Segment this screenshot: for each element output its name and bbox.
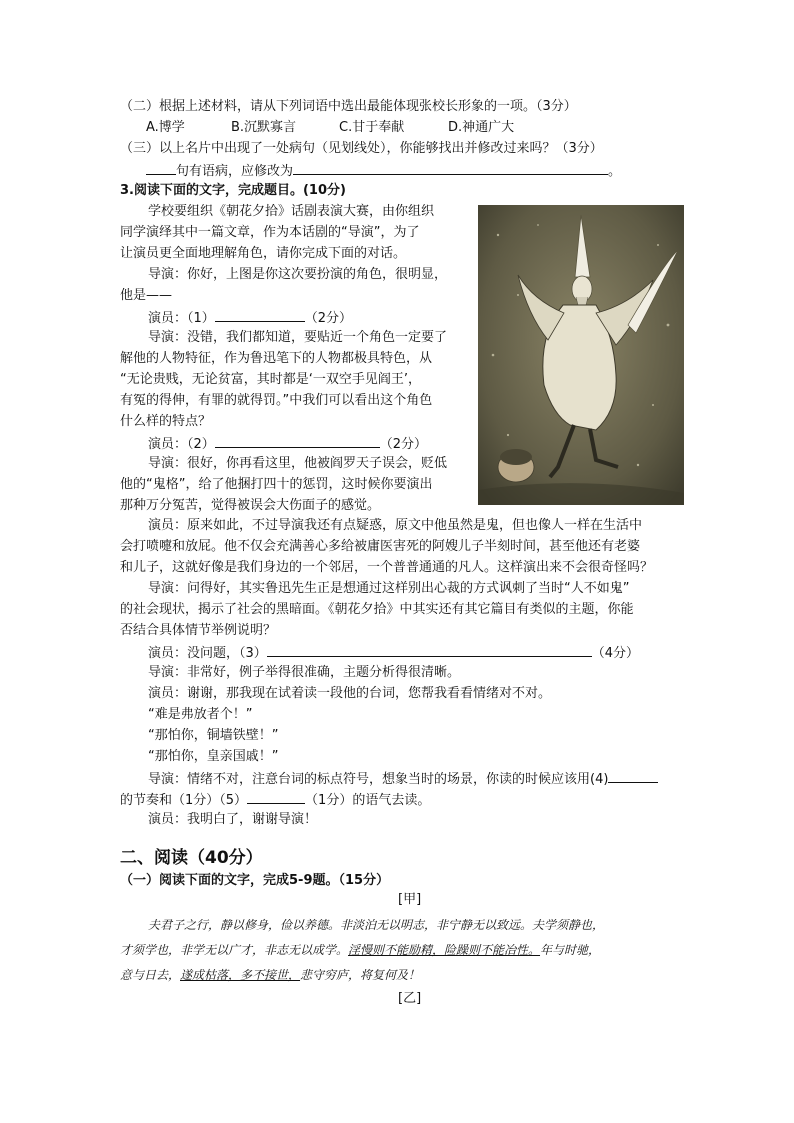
classical-passage-line: 才须学也，非学无以广才，非志无以成学。淫慢则不能励精，险躁则不能冶性。年与时驰， — [120, 943, 601, 957]
actor-line: 演员：谢谢，那我现在试着读一段他的台词，您帮我看看情绪对不对。 — [148, 686, 552, 701]
quote-line: “难是弗放者个！” — [148, 707, 253, 722]
director-line: 的社会现状，揭示了社会的黑暗面。《朝花夕拾》中其实还有其它篇目有类似的主题，你能 — [120, 602, 634, 617]
director-line: 导演：问得好，其实鲁迅先生正是想通过这样别出心裁的方式讽刺了当时“人不如鬼” — [148, 581, 630, 596]
character-illustration — [478, 205, 684, 505]
director-line: 导演：情绪不对，注意台词的标点符号，想象当时的场景，你读的时候应该用(4) — [148, 769, 658, 789]
passage-marker: [甲] — [398, 892, 422, 907]
answer-blank[interactable] — [608, 769, 658, 783]
director-line: 解他的人物特征，作为鲁迅笔下的人物都极具特色，从 — [120, 351, 433, 366]
q3-answer-line: 句有语病，应修改为 。 — [146, 161, 621, 181]
actor-answer-1: 演员：（1） （2分） — [148, 308, 352, 328]
actor-line: 演员：原来如此，不过导演我还有点疑惑，原文中他虽然是鬼，但也像人一样在生活中 — [148, 518, 643, 533]
underlined-phrase: 遂成枯落，多不接世， — [180, 968, 301, 982]
director-line: 导演：很好，你再看这里，他被阎罗天子误会，贬低 — [148, 456, 448, 471]
section-title: 二、阅读（40分） — [120, 848, 263, 868]
answer-blank[interactable] — [247, 790, 305, 804]
quote-line: “那怕你，铜墙铁壁！” — [148, 728, 279, 743]
actor-line: 和儿子，这就好像是我们身边的一个邻居，一个普普通通的凡人。这样演出来不会很奇怪吗？ — [120, 560, 654, 575]
task3-intro: 让演员更全面地理解角色，请你完成下面的对话。 — [120, 246, 407, 261]
classical-passage-line: 意与日去，遂成枯落，多不接世，悲守穷庐，将复何及！ — [120, 968, 421, 982]
director-line: 什么样的特点？ — [120, 414, 212, 429]
director-line: 导演：没错，我们都知道，要贴近一个角色一定要了 — [148, 330, 448, 345]
quote-line: “那怕你，皇亲国戚！” — [148, 749, 279, 764]
director-line: 他的“鬼格”，给了他捆打四十的惩罚，这时候你要演出 — [120, 477, 433, 492]
underlined-phrase: 淫慢则不能励精，险躁则不能冶性。 — [348, 943, 541, 957]
answer-blank[interactable] — [293, 161, 608, 175]
director-line: 否结合具体情节举例说明？ — [120, 623, 277, 638]
task3-heading: 3.阅读下面的文字，完成题目。(10分) — [120, 183, 346, 198]
actor-line: 会打喷嚏和放屁。他不仅会充满善心多给被庸医害死的阿嫂儿子半刻时间，甚至他还有老婆 — [120, 539, 641, 554]
answer-blank[interactable] — [146, 161, 176, 175]
answer-blank[interactable] — [215, 434, 380, 448]
director-line: 导演：你好，上图是你这次要扮演的角色，很明显， — [148, 267, 448, 282]
answer-blank[interactable] — [215, 308, 305, 322]
passage-marker: [乙] — [398, 991, 422, 1006]
option-d: D.神通广大 — [448, 120, 515, 135]
option-a: A.博学 — [146, 120, 185, 135]
director-line: 有冤的得伸，有罪的就得罚。”中我们可以看出这个角色 — [120, 393, 433, 408]
director-line: 的节奏和（1分）（5） （1分）的语气去读。 — [120, 790, 430, 810]
task3-intro: 学校要组织《朝花夕拾》话剧表演大赛，由你组织 — [148, 204, 435, 219]
actor-answer-2: 演员：（2） （2分） — [148, 434, 427, 454]
actor-line: 演员：我明白了，谢谢导演！ — [148, 812, 318, 827]
director-line: 那种万分冤苦，觉得被误会大伤面子的感觉。 — [120, 498, 381, 513]
director-line: 他是—— — [120, 288, 173, 303]
task3-intro: 同学演绎其中一篇文章，作为本话剧的“导演”，为了 — [120, 225, 420, 240]
answer-blank[interactable] — [267, 643, 592, 657]
q2-prompt: （二）根据上述材料，请从下列词语中选出最能体现张校长形象的一项。（3分） — [120, 99, 577, 114]
actor-answer-3: 演员：没问题，（3） （4分） — [148, 643, 639, 663]
director-line: “无论贵贱，无论贫富，其时都是‘一双空手见阎王’， — [120, 372, 421, 387]
classical-passage-line: 夫君子之行，静以修身，俭以养德。非淡泊无以明志，非宁静无以致远。夫学须静也， — [148, 918, 605, 932]
option-c: C.甘于奉献 — [339, 120, 405, 135]
director-line: 导演：非常好，例子举得很准确，主题分析得很清晰。 — [148, 665, 461, 680]
subsection-title: （一）阅读下面的文字，完成5-9题。（15分） — [120, 873, 390, 888]
option-b: B.沉默寡言 — [231, 120, 297, 135]
q3-prompt: （三）以上名片中出现了一处病句（见划线处），你能够找出并修改过来吗？（3分） — [120, 141, 603, 156]
